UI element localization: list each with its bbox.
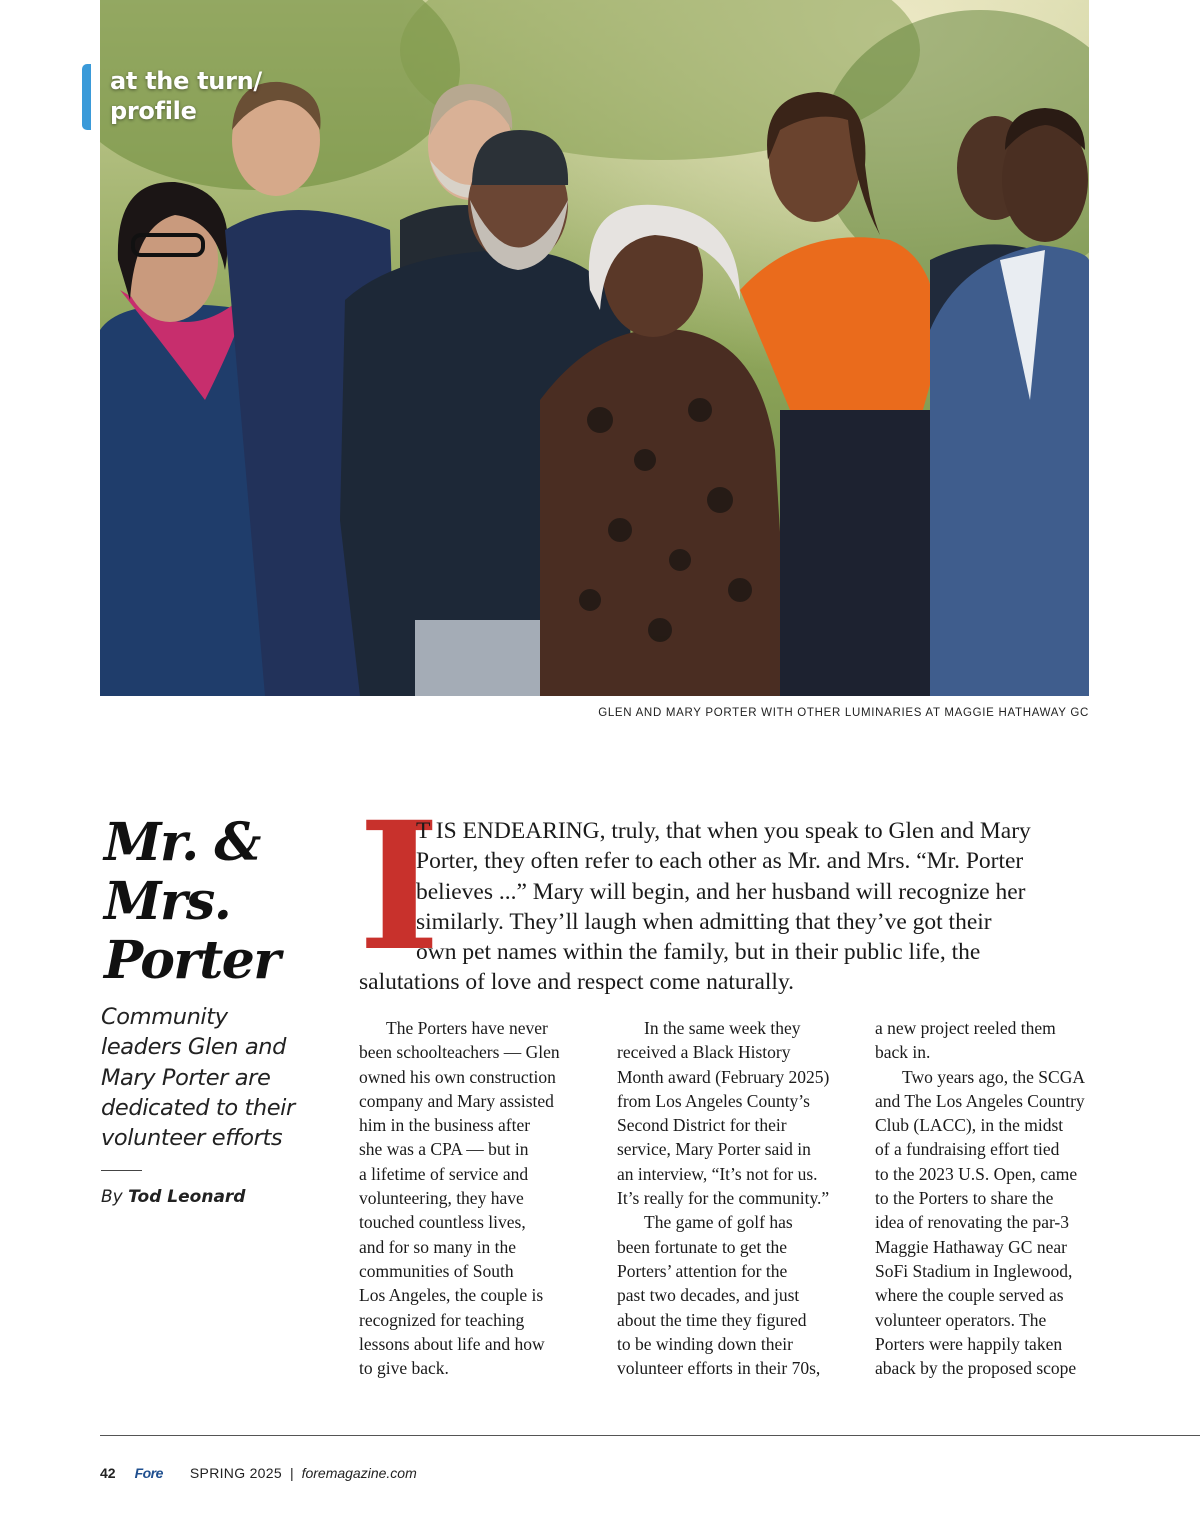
body-line: service, Mary Porter said in	[617, 1139, 811, 1160]
body-line: to the Porters to share the	[875, 1188, 1054, 1209]
headline	[104, 813, 334, 990]
body-line: idea of renovating the par-3	[875, 1212, 1070, 1233]
dek	[101, 1002, 321, 1153]
section-label-line2: profile	[110, 97, 197, 125]
body-line: a lifetime of service and	[359, 1163, 529, 1184]
body-line: back in.	[875, 1042, 931, 1063]
body-line: received a Black History	[617, 1042, 791, 1063]
body-line: she was a CPA — but in	[359, 1139, 529, 1160]
body-line: recognized for teaching	[359, 1309, 525, 1330]
headline-line1: Mr. &	[104, 812, 260, 873]
lede-line: salutations of love and respect come naturally.	[359, 969, 795, 996]
body-line: company and Mary assisted	[359, 1090, 554, 1111]
body-line: The game of golf has	[644, 1212, 793, 1233]
body-column-3	[875, 1016, 1120, 1380]
body-line: a new project reeled them	[875, 1018, 1056, 1038]
footer-separator: |	[289, 1465, 294, 1481]
byline	[101, 1187, 245, 1207]
body-line: The Porters have never	[386, 1018, 548, 1038]
lede-line: similarly. They’ll laugh when admitting that they’ve got their	[416, 908, 992, 935]
drop-cap: I	[358, 783, 441, 990]
body-line: where the couple served as	[875, 1285, 1064, 1306]
website-link[interactable]: foremagazine.com	[301, 1465, 417, 1481]
body-line: an interview, “It’s not for us.	[617, 1163, 818, 1184]
lede-line: T IS ENDEARING, truly, that when you speak to Glen and Mary	[416, 818, 1031, 844]
body-line: him in the business after	[359, 1115, 531, 1136]
body-line: Two years ago, the SCGA	[902, 1066, 1085, 1087]
body-line: to the 2023 U.S. Open, came	[875, 1163, 1078, 1184]
body-line: to give back.	[359, 1358, 449, 1379]
body-line: In the same week they	[644, 1018, 801, 1038]
body-line: It’s really for the community.”	[617, 1188, 830, 1209]
body-line: volunteer operators. The	[875, 1309, 1047, 1330]
body-line: of a fundraising effort tied	[875, 1139, 1060, 1160]
body-line: to be winding down their	[617, 1333, 793, 1354]
body-line: Club (LACC), in the midst	[875, 1115, 1064, 1136]
lede-paragraph	[359, 816, 1099, 998]
body-line: and The Los Angeles Country	[875, 1090, 1085, 1111]
body-line: Porters were happily taken	[875, 1333, 1063, 1354]
dek-line: dedicated to their	[101, 1094, 295, 1121]
byline-author: Tod Leonard	[128, 1187, 246, 1207]
headline-line2: Mrs.	[104, 871, 231, 932]
dek-line: Community	[101, 1004, 228, 1030]
fore-logo: Fore	[134, 1465, 163, 1481]
issue-date: SPRING 2025	[189, 1465, 282, 1481]
page-number: 42	[100, 1465, 116, 1481]
body-line: volunteering, they have	[359, 1188, 524, 1209]
body-line: Los Angeles, the couple is	[359, 1285, 544, 1306]
footer-divider	[100, 1435, 1200, 1436]
body-line: communities of South	[359, 1260, 514, 1281]
body-line: aback by the proposed scope	[875, 1358, 1077, 1379]
body-column-2	[617, 1016, 862, 1380]
body-line: owned his own construction	[359, 1066, 556, 1087]
section-tag-bar	[82, 64, 91, 130]
body-column-1	[359, 1016, 604, 1380]
dek-divider	[101, 1170, 142, 1171]
dek-line: Mary Porter are	[101, 1064, 271, 1091]
body-line: from Los Angeles County’s	[617, 1090, 810, 1111]
dek-line: leaders Glen and	[101, 1034, 287, 1061]
body-line: Month award (February 2025)	[617, 1066, 830, 1087]
body-line: volunteer efforts in their 70s,	[617, 1358, 821, 1379]
body-line: Maggie Hathaway GC near	[875, 1236, 1067, 1257]
dek-line: volunteer efforts	[101, 1125, 283, 1152]
body-line: been fortunate to get the	[617, 1236, 788, 1257]
photo-caption: GLEN AND MARY PORTER WITH OTHER LUMINARIES AT MAGGIE HATHAWAY GC	[598, 707, 1089, 719]
body-line: touched countless lives,	[359, 1212, 526, 1233]
body-line: been schoolteachers — Glen	[359, 1042, 560, 1063]
body-line: and for so many in the	[359, 1236, 516, 1257]
body-line: SoFi Stadium in Inglewood,	[875, 1260, 1073, 1281]
body-line: lessons about life and how	[359, 1333, 545, 1354]
body-line: about the time they figured	[617, 1309, 807, 1330]
lede-line: believes ...” Mary will begin, and her husband will recognize her	[416, 878, 1026, 905]
section-label-line1: at the turn/	[110, 67, 262, 95]
body-line: Porters’ attention for the	[617, 1260, 788, 1281]
headline-line3: Porter	[104, 930, 280, 991]
lede-line: Porter, they often refer to each other as Mr. and Mrs. “Mr. Porter	[416, 848, 1024, 875]
body-line: past two decades, and just	[617, 1285, 800, 1306]
lede-line: own pet names within the family, but in their public life, the	[416, 939, 981, 966]
body-line: Second District for their	[617, 1115, 787, 1136]
section-label	[110, 66, 262, 126]
byline-prefix: By	[101, 1187, 123, 1207]
page-footer	[100, 1465, 417, 1481]
